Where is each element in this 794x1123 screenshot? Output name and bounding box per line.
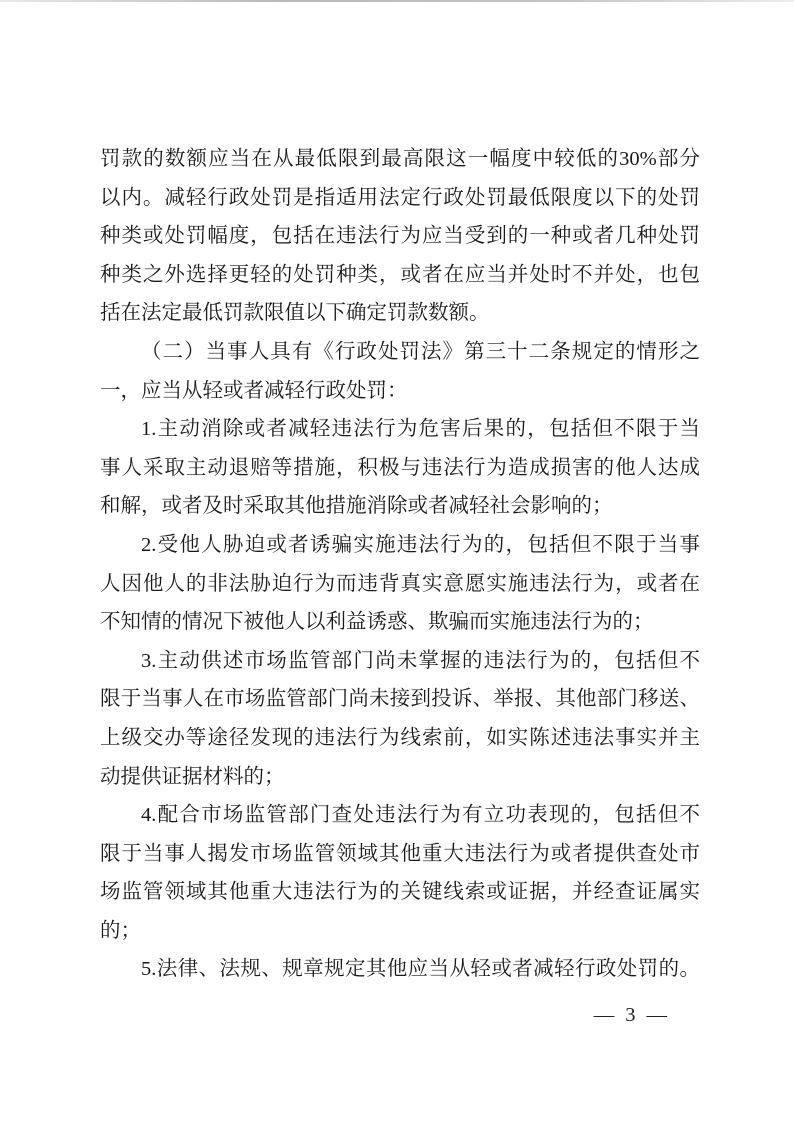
document-line: 3.主动供述市场监管部门尚未掌握的违法行为的，包括但不: [141, 649, 700, 672]
document-line: 和解，或者及时采取其他措施消除或者减轻社会影响的；: [100, 495, 613, 518]
document-line: 4.配合市场监管部门查处违法行为有立功表现的，包括但不: [141, 804, 700, 827]
document-line: 种类之外选择更轻的处罚种类，或者在应当并处时不并处，也包: [100, 263, 700, 286]
document-line: 种类或处罚幅度，包括在违法行为应当受到的一种或者几种处罚: [100, 225, 700, 248]
document-line: （二）当事人具有《行政处罚法》第三十二条规定的情形之: [141, 340, 700, 363]
document-line: 括在法定最低罚款限值以下确定罚款数额。: [100, 302, 490, 325]
document-line: 动提供证据材料的；: [100, 765, 285, 788]
document-line: 事人采取主动退赔等措施，积极与违法行为造成损害的他人达成: [100, 456, 700, 479]
document-line: 人因他人的非法胁迫行为而违背真实意愿实施违法行为，或者在: [100, 572, 700, 595]
document-line: 场监管领域其他重大违法行为的关键线索或证据，并经查证属实: [100, 881, 700, 904]
document-line: 以内。减轻行政处罚是指适用法定行政处罚最低限度以下的处罚: [100, 186, 700, 209]
document-line: 限于当事人在市场监管部门尚未接到投诉、举报、其他部门移送、: [100, 688, 700, 711]
document-line: 一，应当从轻或者减轻行政处罚：: [100, 379, 408, 402]
document-body: [100, 140, 700, 989]
page-footer: [594, 1000, 667, 1030]
document-line: 2.受他人胁迫或者诱骗实施违法行为的，包括但不限于当事: [141, 533, 700, 556]
document-line: 1.主动消除或者减轻违法行为危害后果的，包括但不限于当: [141, 418, 700, 441]
scan-edge-artifact: [0, 0, 794, 2]
footer-dash-right: —: [646, 1004, 667, 1026]
document-line: 不知情的情况下被他人以利益诱惑、欺骗而实施违法行为的；: [100, 611, 654, 634]
document-line: 罚款的数额应当在从最低限到最高限这一幅度中较低的30%部分: [100, 148, 700, 170]
document-line: 限于当事人揭发市场监管领域其他重大违法行为或者提供查处市: [100, 842, 700, 865]
footer-dash-left: —: [593, 1004, 615, 1026]
document-line: 5.法律、法规、规章规定其他应当从轻或者减轻行政处罚的。: [141, 958, 700, 981]
document-line: 的；: [100, 919, 141, 942]
page-number: 3: [625, 1004, 636, 1026]
document-line: 上级交办等途径发现的违法行为线索前，如实陈述违法事实并主: [100, 726, 700, 749]
